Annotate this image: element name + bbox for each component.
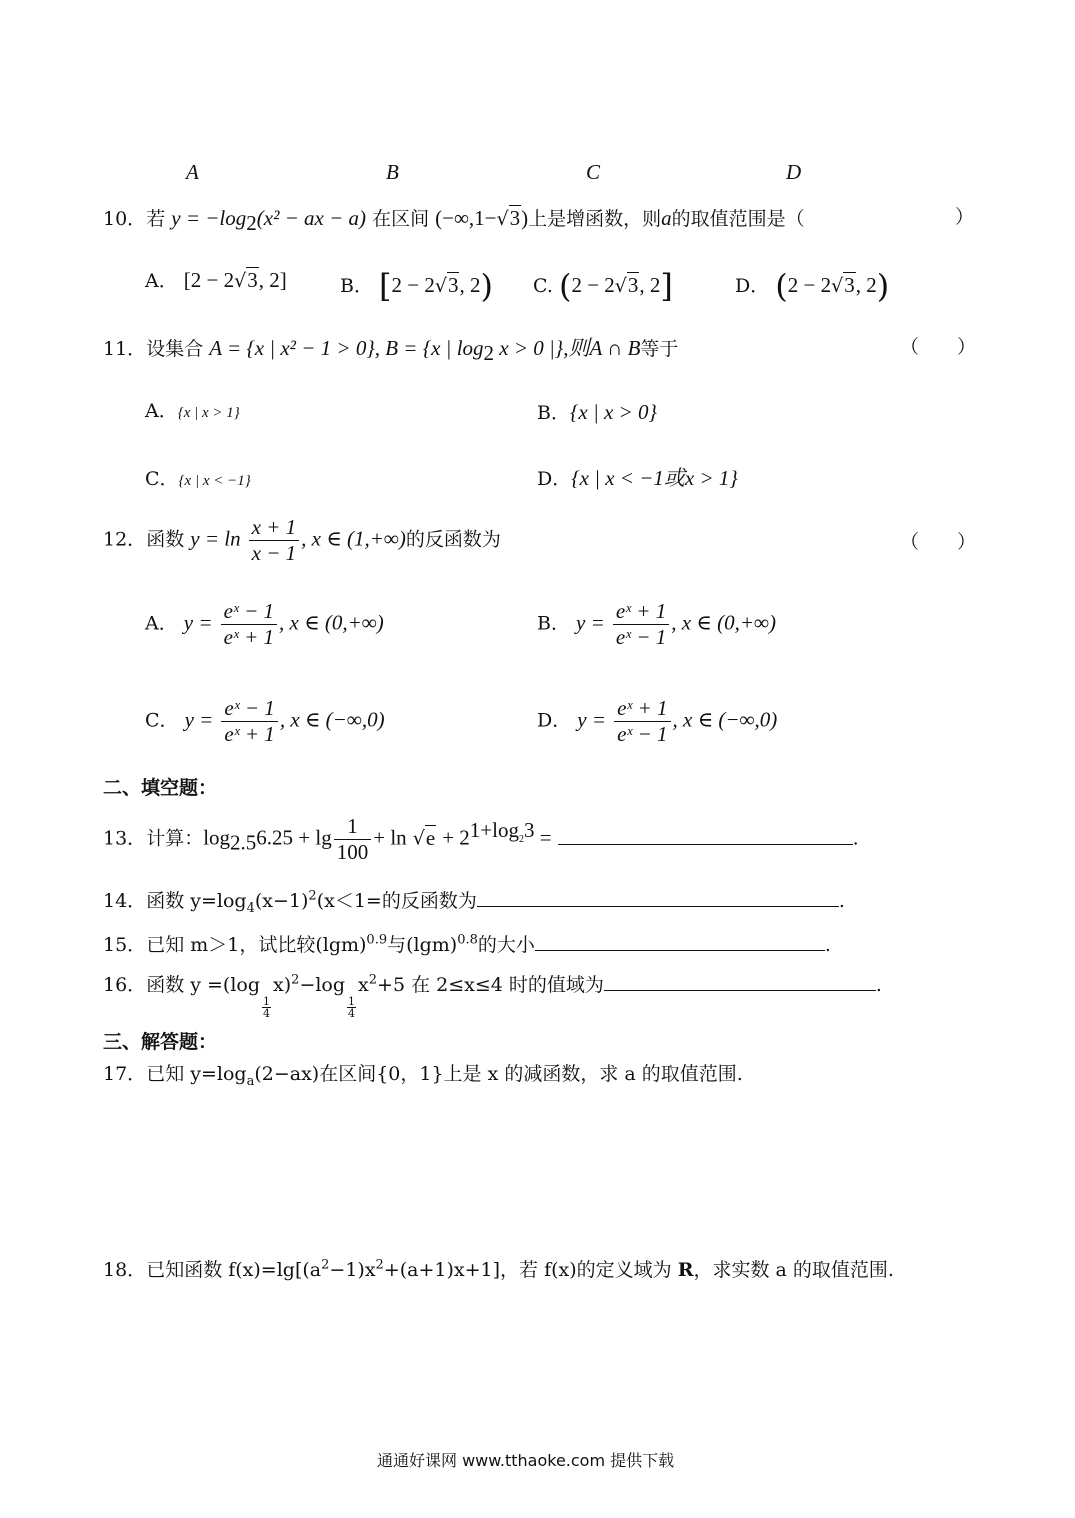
q12-answer-paren: （ ） (900, 531, 977, 553)
q11-answer-paren: （ ） (900, 336, 977, 358)
q10-option-a: A． [2 − 2√3, 2] (145, 268, 287, 292)
question-11: 11．设集合 A = {x | x² − 1 > 0}, B = {x | $\log_2 x > 0$ |},则A ∩ B等于 (103, 336, 679, 365)
q10-option-c: C. (2 − 2√3, 2] (533, 267, 673, 305)
q10-option-b: B． [2 − 2√3, 2) (340, 267, 493, 305)
question-18: 18．已知函数 $f(x)=\lg[(a^2-1)x^2+(a+1)x+1]$，若 f(x)的定义域为 R，求实数 a 的取值范围. (103, 1257, 894, 1281)
section-fill-blank-heading: 二、填空题： (103, 777, 218, 799)
q12-option-b: B． y = $\frac{\text{eˣ + 1}}{\text{eˣ − 1}}$ , x ∈ (0,+∞) (537, 599, 776, 650)
q11-option-b: B．{x | x > 0} (537, 400, 657, 424)
q13-answer-blank[interactable] (558, 826, 853, 845)
q12-option-a: A． y = $\frac{\text{eˣ − 1}}{\text{eˣ + 1}}$ , x ∈ (0,+∞) (145, 599, 384, 650)
q14-answer-blank[interactable] (477, 888, 839, 907)
q11-option-a: A．{x | x > 1} (145, 400, 240, 422)
question-16: 16．函数 y =(log $\frac{1}{4}$ x)$^2$−log $\frac{1}{4}$ $x^2+5$ 在 2≤x≤4 时的值域为 . (103, 972, 882, 1020)
q12-option-c: C． y = $\frac{\text{eˣ − 1}}{\text{eˣ + 1}}$ , x ∈ (−∞,0) (145, 696, 385, 747)
q9-label-a: A (186, 160, 199, 184)
question-15: 15．已知 m＞1，试比较$(\lg m)^{0.9}$与$(\lg m)^{0.8}$的大小 . (103, 932, 831, 956)
page-footer: 通通好课网 www.tthaoke.com 提供下载 (377, 1451, 675, 1470)
q9-label-d: D (786, 160, 802, 184)
q9-label-b: B (386, 160, 399, 184)
q15-answer-blank[interactable] (535, 932, 825, 951)
question-17: 17．已知 $y=\log_a(2-ax)$在区间{0，1}上是 x 的减函数，求 a 的取值范围. (103, 1063, 743, 1089)
q16-answer-blank[interactable] (604, 972, 876, 991)
q10-option-d: D． (2 − 2√3, 2) (735, 267, 890, 305)
q12-option-d: D． y = $\frac{\text{eˣ + 1}}{\text{eˣ − 1}}$ , x ∈ (−∞,0) (537, 696, 778, 747)
question-10: 10．若 $y = -\log_2(x^2$ − ax − a) 在区间 (−∞,1−√3)上是增函数，则a的取值范围是（ (103, 206, 805, 235)
q9-label-c: C (586, 160, 601, 184)
question-14: 14．函数 $y=\log_4(x-1)^2(x<1=$的反函数为 . (103, 888, 845, 916)
question-12: 12．函数 y = ln $\frac{x + 1}{x - 1}$ , x ∈ (1,+∞)的反函数为 (103, 515, 501, 566)
q11-option-c: C．{x | x < −1} (145, 468, 251, 490)
question-13: 13．计算：$\log_{2.5}6.25 + \lg$ $\frac{1}{100}$ + $\ln √e + 2^{1+log_23}$ = . (103, 814, 859, 865)
section-solution-heading: 三、解答题： (103, 1031, 218, 1053)
q10-paren-close: ） (955, 206, 975, 228)
q11-option-d: D．{x | x < −1或x > 1} (537, 466, 738, 490)
